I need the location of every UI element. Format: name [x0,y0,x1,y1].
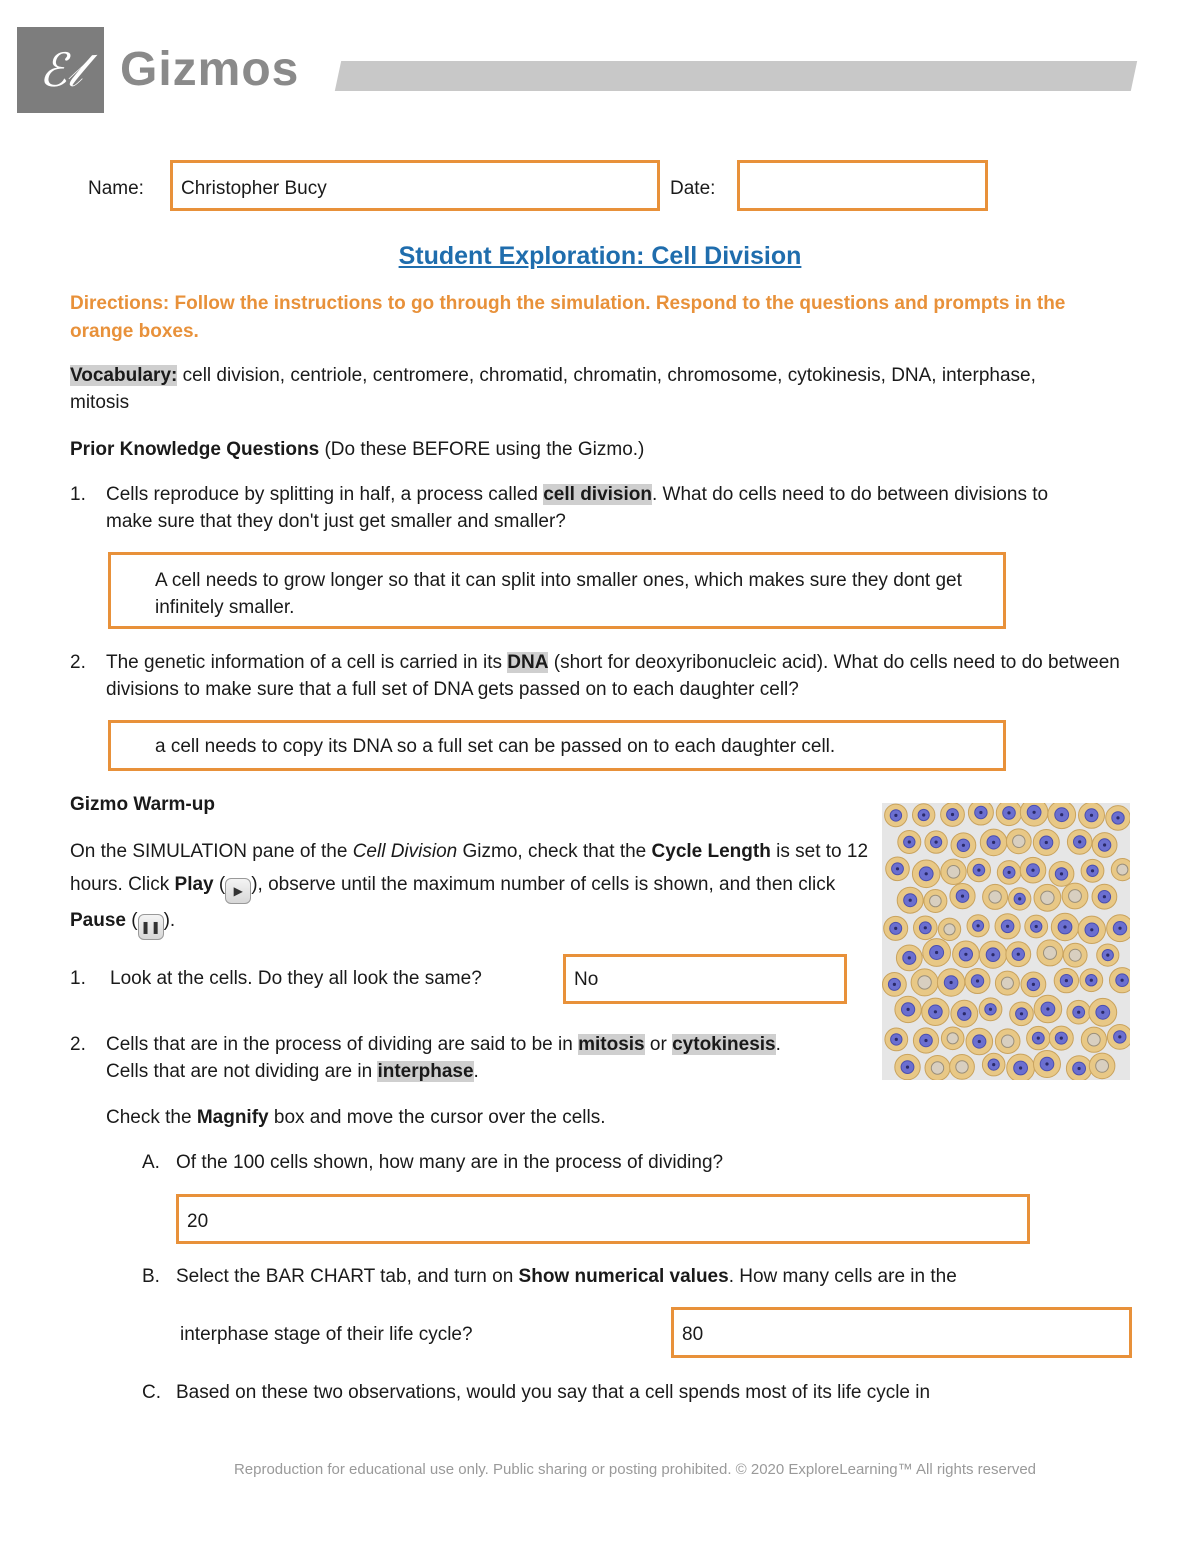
dividing-nucleus [1069,949,1081,961]
nucleolus [1118,1035,1121,1038]
nucleolus [1035,925,1038,928]
pause-icon: ❚❚ [138,914,164,940]
nucleolus [924,1039,927,1042]
nucleolus [1077,1011,1080,1014]
dividing-nucleus [1088,1033,1101,1046]
q2c-letter: C. [142,1382,161,1403]
dividing-nucleus [944,924,955,935]
date-field[interactable] [737,160,988,211]
dividing-nucleus [930,895,942,907]
warmup-q1-answer-box[interactable] [563,954,847,1004]
vocabulary-label: Vocabulary: [70,365,178,386]
dividing-nucleus [1069,890,1082,903]
nucleolus [895,1038,898,1041]
nucleolus [934,1010,937,1013]
warmup-q1-number: 1. [70,968,86,989]
date-value [740,163,985,175]
q2a-text: Of the 100 cells shown, how many are in the process of dividing? [176,1152,724,1173]
nucleolus [977,869,980,872]
dividing-nucleus [931,1062,943,1074]
nucleolus [1032,983,1035,986]
nucleolus [950,981,953,984]
nucleolus [909,899,912,902]
prior-q2-answer-box[interactable] [108,720,1006,771]
dividing-nucleus [1041,891,1054,904]
copyright-footer: Reproduction for educational use only. Public sharing or posting prohibited. © 2020 ExploreLearning™ All rights reserved [233,1461,1037,1478]
nucleolus [979,811,982,814]
prior-q2-answer: a cell needs to copy its DNA so a full set can be passed on to each daughter cell. [155,736,836,757]
q2b-answer-box[interactable] [671,1307,1132,1358]
warmup-q2-text: Cells that are in the process of dividing are said to be in mitosis or cytokinesis. Cells that are not dividing are in interphase. [106,1034,781,1082]
nucleolus [1091,869,1094,872]
prior-q1-answer: A cell needs to grow longer so that it can split into smaller ones, which makes sure they dont get infinitely smaller. [155,570,962,618]
nucleolus [1078,1067,1081,1070]
nucleolus [978,1040,981,1043]
nucleolus [989,1008,992,1011]
dividing-nucleus [1002,1035,1014,1047]
prior-knowledge-heading: Prior Knowledge Questions (Do these BEFORE using the Gizmo.) [70,439,645,460]
prior-q1-number: 1. [70,484,86,505]
nucleolus [893,983,896,986]
prior-q2-text: The genetic information of a cell is carried in its DNA (short for deoxyribonucleic acid). What do cells need to do between divisions to make sure that a full set of DNA gets passed on to each daughter cell? [106,652,1120,700]
header-bar [335,61,1137,91]
q2b-letter: B. [142,1266,160,1287]
dividing-nucleus [947,866,960,879]
nucleolus [1045,841,1048,844]
nucleolus [1031,869,1034,872]
cell-division-image [882,803,1130,1080]
nucleolus [1006,925,1009,928]
nucleolus [963,1012,966,1015]
warmup-q1-text: Look at the cells. Do they all look the same? [110,968,482,989]
prior-q1-text: Cells reproduce by splitting in half, a process called cell division. What do cells need to do between divisions to make sure that they don't just get smaller and smaller? [106,484,1049,532]
dividing-nucleus [989,891,1001,903]
nucleolus [908,956,911,959]
q2b-text-continued: interphase stage of their life cycle? [180,1324,473,1345]
q2a-answer: 20 [187,1211,209,1232]
nucleolus [935,841,938,844]
nucleolus [991,953,994,956]
q2a-answer-box[interactable] [176,1194,1030,1244]
warmup-q2-number: 2. [70,1034,86,1055]
nucleolus [896,867,899,870]
nucleolus [925,872,928,875]
q2a-letter: A. [142,1152,160,1173]
prior-q2-number: 2. [70,652,86,673]
nucleolus [1060,1037,1063,1040]
nucleolus [1090,979,1093,982]
warmup-paragraph: On the SIMULATION pane of the Cell Division Gizmo, check that the Cycle Length is set to 12 hours. Click Play ( ▶ ), observe until the maximum number of cells is shown, and then click Pause ( ❚❚ ). [70,835,870,940]
nucleolus [1065,979,1068,982]
nucleolus [962,844,965,847]
nucleolus [961,895,964,898]
nucleolus [894,814,897,817]
nucleolus [1018,897,1021,900]
q2c-text: Based on these two observations, would you say that a cell spends most of its life cycle in [176,1382,931,1403]
nucleolus [1090,928,1093,931]
nucleolus [1033,811,1036,814]
nucleolus [1106,954,1109,957]
nucleolus [924,926,927,929]
nucleolus [1116,816,1119,819]
nucleolus [992,841,995,844]
nucleolus [1017,953,1020,956]
nucleolus [1103,843,1106,846]
nucleolus [922,813,925,816]
nucleolus [906,1066,909,1069]
nucleolus [951,813,954,816]
dividing-nucleus [918,976,931,989]
nucleolus [992,1063,995,1066]
magnify-instruction: Check the Magnify box and move the cursor over the cells. [106,1107,606,1128]
nucleolus [1037,1037,1040,1040]
nucleolus [1121,979,1124,982]
nucleolus [935,951,938,954]
dividing-nucleus [1013,835,1025,847]
nucleolus [1045,1062,1048,1065]
name-field[interactable] [170,160,660,211]
prior-q1-answer-box[interactable] [108,552,1006,629]
nucleolus [1078,840,1081,843]
nucleolus [1060,872,1063,875]
date-label: Date: [670,178,716,199]
explorelearning-logo: ℰ𝓁 [17,27,104,113]
nucleolus [1020,1012,1023,1015]
nucleolus [1007,811,1010,814]
nucleolus [1019,1066,1022,1069]
dividing-nucleus [1044,946,1057,959]
nucleolus [1060,813,1063,816]
nucleolus [976,979,979,982]
nucleolus [1118,927,1121,930]
nucleolus [908,840,911,843]
nucleolus [1101,1011,1104,1014]
nucleolus [964,953,967,956]
vocabulary [70,362,1080,416]
nucleolus [977,924,980,927]
nucleolus [894,927,897,930]
dividing-nucleus [1117,864,1128,875]
name-label: Name: [88,178,144,199]
vocabulary-terms: cell division, centriole, centromere, chromatid, chromatin, chromosome, cytokinesis, DNA, interphase, mitosis [70,365,1036,413]
q2b-text: Select the BAR CHART tab, and turn on Show numerical values. How many cells are in the [176,1266,957,1287]
warmup-q1-answer: No [574,969,599,990]
nucleolus [1103,895,1106,898]
page-title: Student Exploration: Cell Division [398,242,802,270]
directions: Directions: Follow the instructions to go through the simulation. Respond to the questions and prompts in the orange boxes. [70,293,1066,342]
dividing-nucleus [956,1061,968,1073]
play-icon: ▶ [225,878,251,904]
brand-name: Gizmos [120,43,300,96]
dividing-nucleus [947,1033,958,1044]
nucleolus [1046,1007,1049,1010]
name-value: Christopher Bucy [181,178,327,199]
dividing-nucleus [1001,977,1013,989]
dividing-nucleus [1096,1060,1109,1073]
nucleolus [1090,814,1093,817]
nucleolus [907,1008,910,1011]
warmup-heading: Gizmo Warm-up [70,794,215,815]
nucleolus [1063,925,1066,928]
nucleolus [1008,871,1011,874]
q2b-answer: 80 [682,1324,704,1345]
